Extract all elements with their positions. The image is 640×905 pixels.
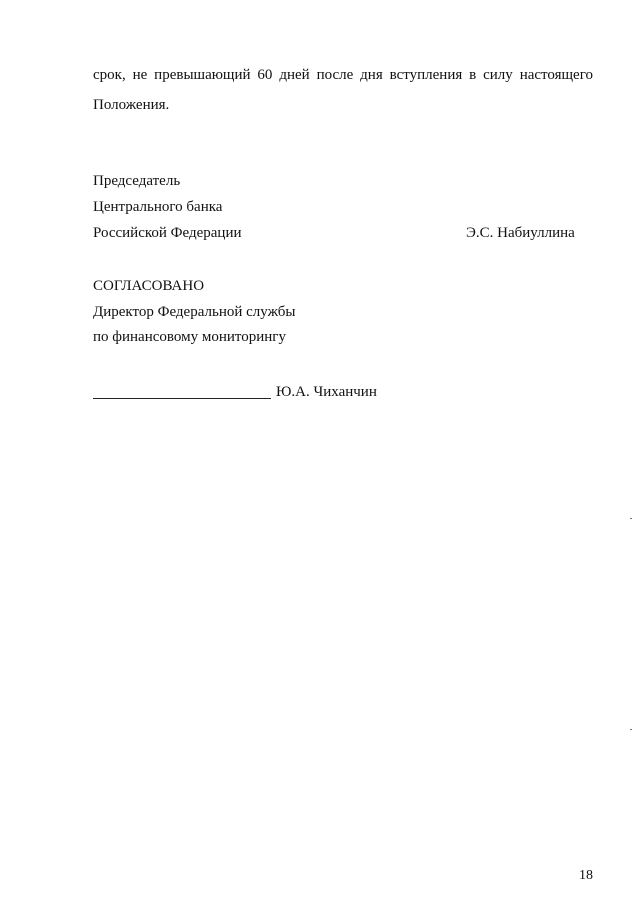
scan-edge-mark — [630, 729, 632, 730]
signatory-title-line-1: Председатель — [93, 173, 181, 189]
scan-edge-mark — [630, 518, 632, 519]
page-number: 18 — [579, 868, 593, 883]
signatory-title-line-2: Центрального банка — [93, 199, 223, 215]
closing-paragraph — [93, 66, 593, 114]
paragraph-line-1: срок, не превышающий 60 дней после дня вступления в силу настоящего — [93, 67, 593, 83]
paragraph-line-2: Положения. — [93, 97, 170, 113]
approval-title-line-2: по финансовому мониторингу — [93, 329, 286, 345]
signature-line — [93, 398, 271, 399]
signatory-title-line-3: Российской Федерации — [93, 225, 242, 241]
approval-title-line-1: Директор Федеральной службы — [93, 304, 296, 320]
approval-name: Ю.А. Чиханчин — [276, 384, 377, 400]
signatory-name: Э.С. Набиуллина — [466, 225, 575, 241]
approval-heading: СОГЛАСОВАНО — [93, 278, 205, 294]
